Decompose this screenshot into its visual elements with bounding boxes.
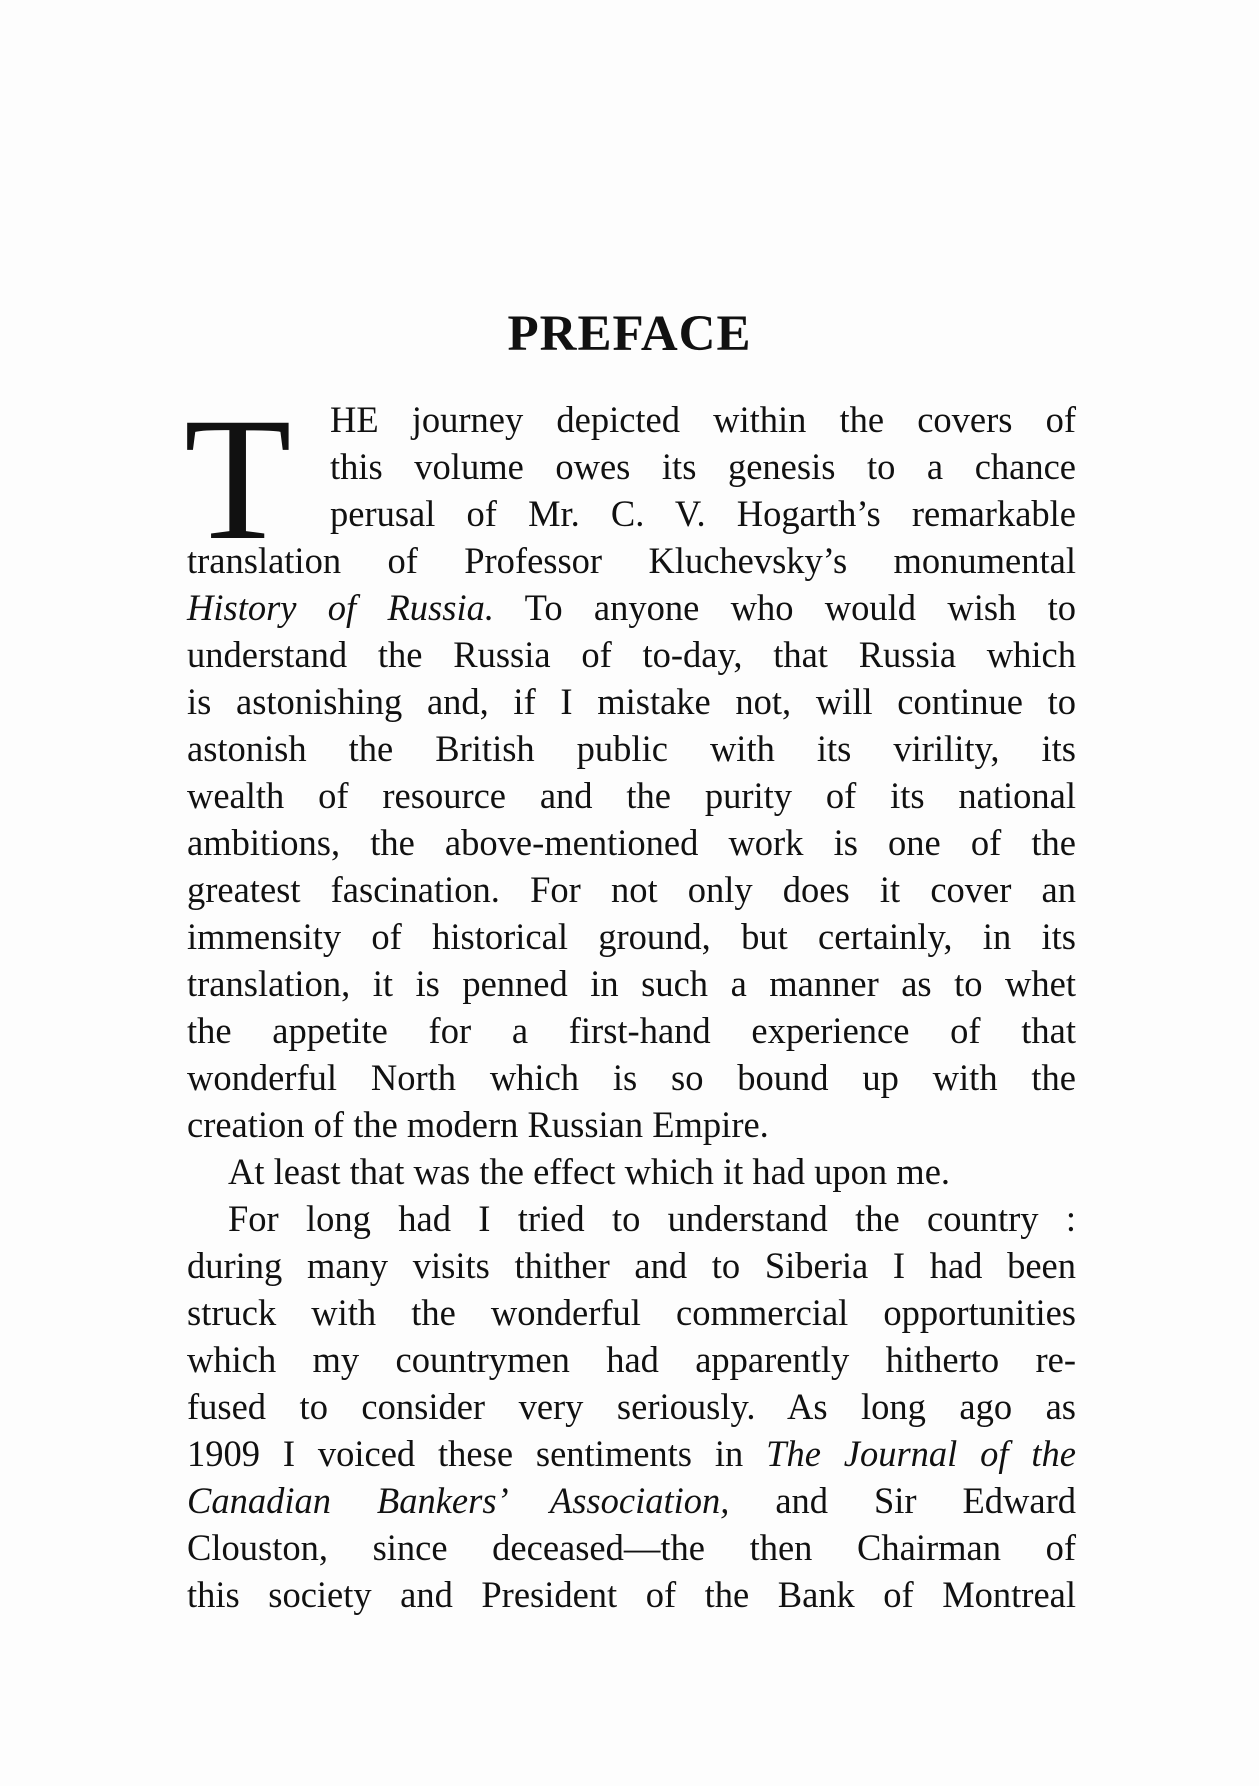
text-line: which my countrymen had apparently hitherto re-: [187, 1339, 1076, 1380]
text-line: wonderful North which is so bound up with the: [187, 1057, 1076, 1098]
page-title: PREFACE: [507, 306, 752, 362]
text-line: is astonishing and, if I mistake not, will continue to: [187, 681, 1076, 722]
text-line: At least that was the effect which it had upon me.: [228, 1151, 951, 1192]
text-line: [187, 1477, 1076, 1524]
journal-title-italic: The Journal of the: [766, 1433, 1077, 1474]
text-line: perusal of Mr. C. V. Hogarth’s remarkable: [330, 493, 1076, 534]
text-line: [187, 584, 1076, 631]
text-line: during many visits thither and to Siberia I had been: [187, 1245, 1076, 1286]
journal-title-italic: Canadian Bankers’ Association,: [187, 1480, 730, 1521]
book-title-italic: History of Russia.: [187, 587, 494, 628]
text-line: ambitions, the above-mentioned work is one of the: [187, 822, 1076, 863]
text-line: For long had I tried to understand the country :: [228, 1198, 1076, 1239]
text-segment: To anyone who would wish to: [524, 587, 1076, 628]
text-line: wealth of resource and the purity of its national: [187, 775, 1076, 816]
text-line: fused to consider very seriously. As long ago as: [187, 1386, 1076, 1427]
text-line: translation, it is penned in such a manner as to whet: [187, 963, 1076, 1004]
text-line: struck with the wonderful commercial opportunities: [187, 1292, 1076, 1333]
text-line: the appetite for a first-hand experience of that: [187, 1010, 1076, 1051]
text-line: immensity of historical ground, but certainly, in its: [187, 916, 1076, 957]
text-line: greatest fascination. For not only does it cover an: [187, 869, 1076, 910]
text-line: this volume owes its genesis to a chance: [330, 446, 1076, 487]
text-segment: 1909 I voiced these sentiments in: [187, 1433, 744, 1474]
text-segment: and Sir Edward: [775, 1480, 1076, 1521]
text-line: [187, 1430, 1076, 1477]
text-line: HE journey depicted within the covers of: [330, 399, 1076, 440]
text-line: Clouston, since deceased—the then Chairman of: [187, 1527, 1076, 1568]
text-line: translation of Professor Kluchevsky’s monumental: [187, 540, 1076, 581]
drop-cap: T: [184, 382, 292, 577]
text-line: astonish the British public with its virility, its: [187, 728, 1076, 769]
text-line: this society and President of the Bank of Montreal: [187, 1574, 1076, 1615]
text-line: understand the Russia of to-day, that Russia which: [187, 634, 1076, 675]
text-line: creation of the modern Russian Empire.: [187, 1104, 769, 1145]
